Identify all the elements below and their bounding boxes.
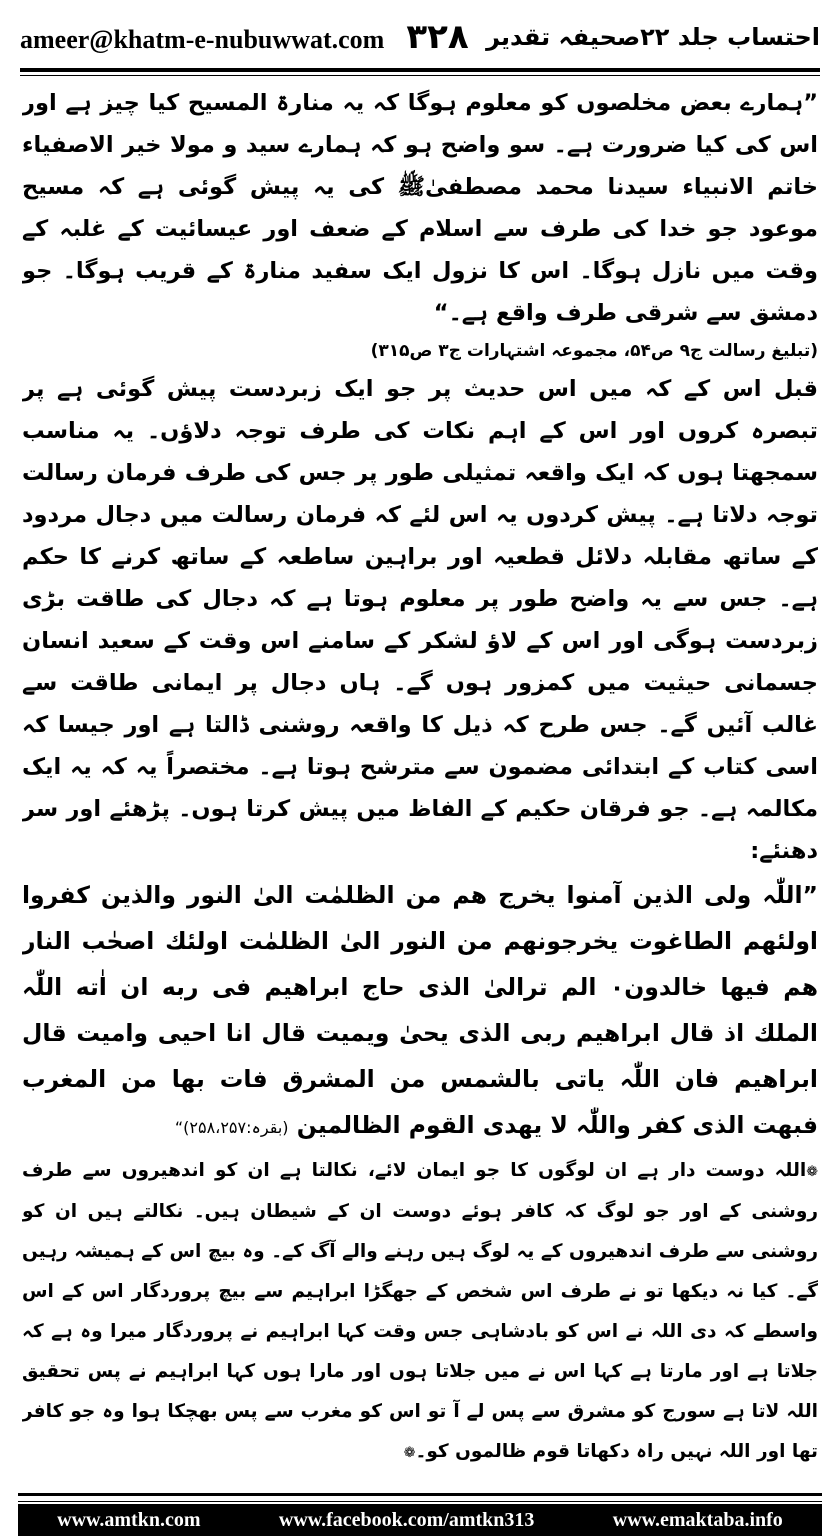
header-rule <box>20 68 820 72</box>
footer-rule <box>18 1493 822 1496</box>
header-rule-thin <box>20 75 820 76</box>
commentary-paragraph: قبل اس کے کہ میں اس حدیث پر جو ایک زبردست پیش گوئی ہے پر تبصرہ کروں اور اس کے اہم نکات کی طرف توجہ دلاؤں۔ یہ مناسب سمجھتا ہوں کہ ایک واقعہ تمثیلی طور پر جس کی طرف فرمان رسالت توجہ دلاتا ہے۔ پیش کردوں یہ اس لئے کہ فرمان رسالت میں دجال مردود کے ساتھ مقابلہ دلائل قطعیہ اور براہین ساطعہ کے ساتھ کرنے کا حکم ہے۔ جس سے یہ واضح طور پر معلوم ہوتا ہے کہ دجال کی طاقت بڑی زبردست ہوگی اور اس کے لاؤ لشکر کے سامنے اس وقت کے سعید انسان جسمانی حیثیت میں کمزور ہوں گے۔ ہاں دجال پر ایمانی طاقت سے غالب آئیں گے۔ جس طرح کہ ذیل کا واقعہ روشنی ڈالتا ہے اور جیسا کہ اسی کتاب کے ابتدائی مضمون سے مترشح ہوتا ہے۔ مختصراً یہ کہ یہ ایک مکالمہ ہے۔ جو فرقان حکیم کے الفاظ میں پیش کرتا ہوں۔ پڑھئے اور سر دھنئے: <box>22 376 818 864</box>
quote-reference: (تبلیغ رسالت ج۹ ص۵۴، مجموعہ اشتہارات ج۳ ص۳۱۵) <box>370 341 818 361</box>
book-title: احتساب جلد ۲۲صحیفہ تقدیر <box>486 23 820 51</box>
footer-link-amtkn[interactable]: www.amtkn.com <box>57 1508 201 1531</box>
start-mark-icon: ❁ <box>806 1164 818 1180</box>
footer-rule-thin <box>18 1501 822 1502</box>
arabic-verse: ”اللّٰہ ولی الذین آمنوا یخرج ھم من الظلمٰت الیٰ النور والذین کفروا اولئھم الطاغوت یخرجونھم من النور الیٰ الظلمٰت اولئك اصحٰب النار ھم فیھا خالدون۰ الم ترالیٰ الذی حاج ابراھیم فی ربه ان اٰته اللّٰہ الملك اذ قال ابراھیم ربی الذی یحیٰ ویمیت قال انا احیی وامیت قال ابراھیم فان اللّٰہ یاتی بالشمس من المشرق فات بھا من المغرب فبھت الذی کفر واللّٰہ لا یھدی القوم الظالمین <box>22 881 818 1139</box>
arabic-reference: (بقرہ:۲۵۸،۲۵۷)“ <box>174 1118 289 1137</box>
page-number: ۳۲۸ <box>406 17 469 57</box>
page-header <box>20 8 820 66</box>
end-mark-icon: ❁ <box>403 1445 416 1461</box>
page-content <box>22 82 818 1478</box>
quote-paragraph: ”ہمارے بعض مخلصوں کو معلوم ہوگا کہ یہ منارۃ المسیح کیا چیز ہے اور اس کی کیا ضرورت ہے۔ سو واضح ہو کہ ہمارے سید و مولا خیر الاصفیاء خاتم الانبیاء سیدنا محمد مصطفیٰﷺ کی یہ پیش گوئی ہے کہ مسیح موعود جو خدا کی طرف سے اسلام کے ضعف اور عیسائیت کے غلبہ کے وقت میں نازل ہوگا۔ اس کا نزول ایک سفید منارۃ کے قریب ہوگا۔ جو دمشق سے شرقی طرف واقع ہے۔“ <box>22 90 818 326</box>
arabic-quran-text <box>22 872 818 1151</box>
footer-link-facebook[interactable]: www.facebook.com/amtkn313 <box>278 1508 535 1531</box>
translation-text: اللہ دوست دار ہے ان لوگوں کا جو ایمان لائے، نکالتا ہے ان کو اندھیروں سے طرف روشنی کے اور جو لوگ کہ کافر ہوئے دوست ان کے شیطان ہیں۔ نکالتے ہیں ان کو روشنی سے طرف اندھیروں کے یہ لوگ ہیں رہنے والے آگ کے۔ وہ بیچ اس کے ہمیشہ رہیں گے۔ کیا نہ دیکھا تو نے طرف اس شخص کے جھگڑا ابراہیم سے بیچ پروردگار اس کے اس واسطے کہ دی اللہ نے اس کو بادشاہی جس وقت کہا ابراہیم نے پروردگار میرا وہ ہے کہ جلاتا ہے اور مارتا ہے کہا اس نے میں جلاتا ہوں اور مارا ہوں کہا ابراہیم نے پس تحقیق اللہ لاتا ہے سورج کو مشرق سے پس لے آ تو اس کو مغرب سے پس بھچکا ہوا وہ جو کافر تھا اور اللہ نہیں راہ دکھاتا قوم ظالموں کو۔ <box>22 1160 818 1462</box>
header-left <box>20 17 469 57</box>
header-email[interactable]: ameer@khatm-e-nubuwwat.com <box>20 25 385 54</box>
footer-bar <box>18 1504 822 1536</box>
footer-link-emaktaba[interactable]: www.emaktaba.info <box>612 1508 783 1531</box>
translation-paragraph <box>22 1151 818 1473</box>
